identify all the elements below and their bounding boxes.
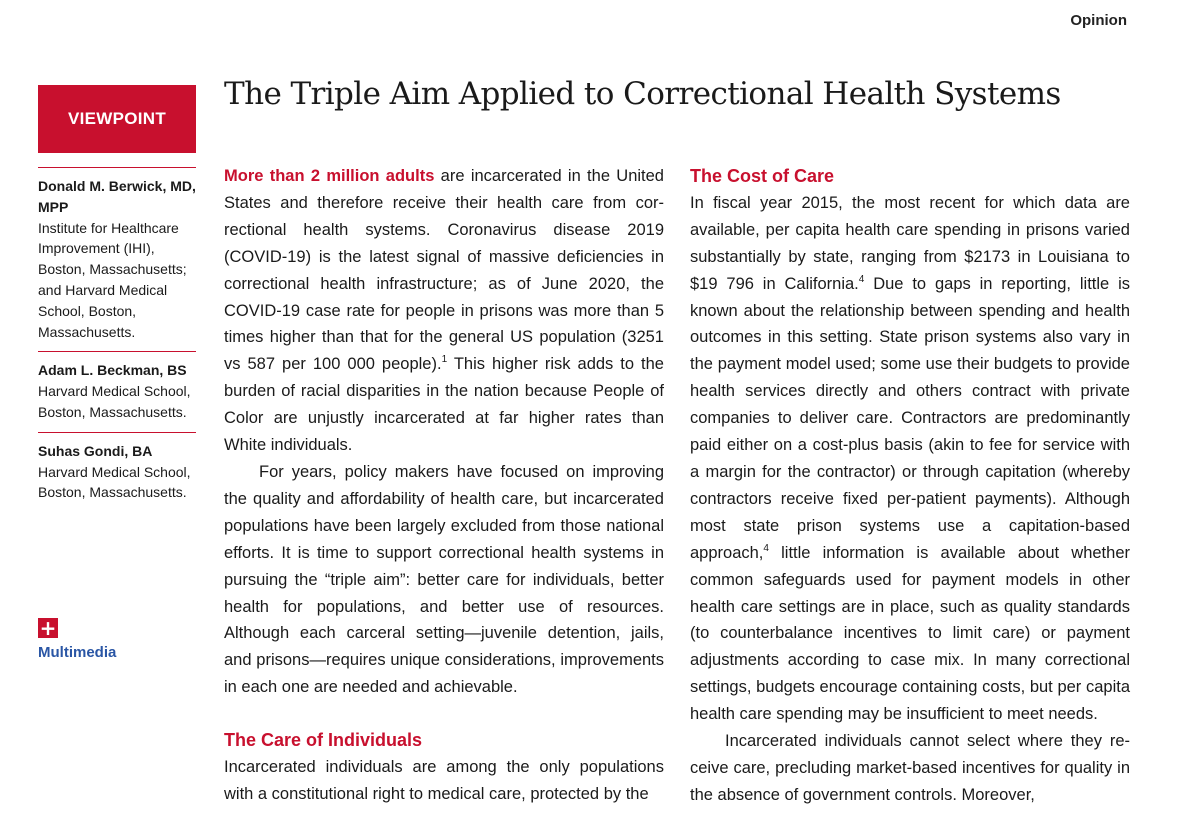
paragraph-text: little information is available about whether common safeguards used for payment models in other health care settings are in place, such as quality standards (to counterbalance incentives to limit care) or payment adjustments according to case mix. In many correctional settings, budgets encourage containing costs, but per capita health care spending may be insufficient to meet needs. <box>690 543 1130 724</box>
multimedia-label[interactable]: Multimedia <box>38 644 117 661</box>
body-paragraph <box>690 190 1130 728</box>
author-block <box>38 167 196 342</box>
plus-icon[interactable]: + <box>39 616 57 640</box>
section-heading: The Care of Individuals <box>224 730 423 751</box>
reference-number[interactable]: 1 <box>441 354 448 366</box>
body-paragraph: Incarcerated individuals are among the only populations with a constitutional right to medical care, protected by the <box>224 758 664 803</box>
body-column-right <box>690 163 1130 809</box>
article-title: The Triple Aim Applied to Correctional Health Systems <box>224 76 1061 112</box>
author-name: Suhas Gondi, BA <box>38 442 153 459</box>
author-name: Adam L. Beckman, BS <box>38 362 187 379</box>
body-paragraph: For years, policy makers have focused on improving the quality and affordability of health care, but incarcerated populations have been largely excluded from those national efforts. It is time to support correctional health systems in pursuing the “triple aim”: better care for individuals, better health for populations, and better use of resources. Although each carceral setting—juvenile detention, jails, and prisons—requires unique considerations, improvements in each one are needed and achievable. <box>224 462 664 697</box>
author-block <box>38 351 196 422</box>
body-paragraph: Incarcerated individuals cannot select where they receive care, precluding market-based incentives for quality in the absence of government controls. Moreover, <box>690 732 1130 804</box>
author-affiliation: Harvard Medical School, Boston, Massachusetts. <box>38 463 191 501</box>
multimedia-link[interactable] <box>38 618 116 661</box>
paragraph-text: In fiscal year 2015, the most recent for which data are available, per capita health care spending in prisons varied substantially by state, ranging from $2173 in Louisiana to $19 796 in California. <box>690 193 1130 293</box>
viewpoint-badge: VIEWPOINT <box>38 85 196 153</box>
body-paragraph <box>224 163 664 459</box>
author-name: Donald M. Berwick, MD, MPP <box>38 178 196 215</box>
author-block <box>38 432 196 503</box>
section-label: Opinion <box>1070 12 1127 29</box>
author-affiliation: Harvard Medical School, Boston, Massachusetts. <box>38 383 191 420</box>
body-column-left <box>224 163 664 808</box>
paragraph-text: are incarcerated in the United States and therefore receive their health care from correctional health systems. Coronavirus disease 2019 (COVID-19) is the latest signal of massive deficiencies in correctional health infrastructure; as of June 2020, the COVID-19 case rate for people in prisons was more than 5 times higher than that for the general US population (3251 vs 587 per 100 000 people). <box>224 167 664 374</box>
reference-number[interactable]: 4 <box>763 542 769 554</box>
paragraph-text: Due to gaps in reporting, little is known about the relationship between spending and health outcomes in this setting. State prison systems also vary in the payment model used; some use their budgets to provide health services directly and others contract with private companies to deliver care. Contractors are predominantly paid either on a cost-plus basis (akin to fee for service with a margin for the contractor) or through capitation (whereby contractors receive fixed per-patient payments). Although most state prison systems use a capitation-based approach, <box>690 274 1130 562</box>
author-affiliation: Institute for Healthcare Improvement (IHI), Boston, Massachusetts; and Harvard Medical School, Boston, Massachusetts. <box>38 219 187 340</box>
author-sidebar <box>38 167 196 512</box>
section-heading: The Cost of Care <box>690 166 835 186</box>
lead-in-text: More than 2 million adults <box>224 167 435 185</box>
reference-number[interactable]: 4 <box>858 273 865 285</box>
paragraph-text: This higher risk adds to the burden of racial disparities in the nation because People of Color are unjustly incarcerated at far higher rates than White individuals. <box>224 355 664 455</box>
